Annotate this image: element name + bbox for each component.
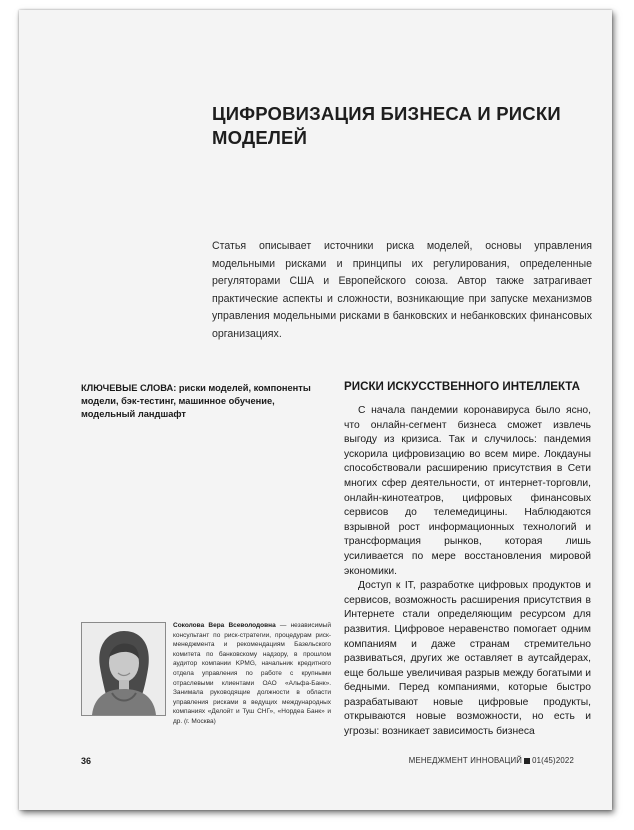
article-abstract: Статья описывает источники риска моделей, основы управления модельными рисками и принципы их регулирования, определенные регуляторами США и Европейского союза. Автор также затрагивает практические аспекты и сложности, возникающие при запуске механизмов управления модельными рисками в банковских и небанковских финансовых организациях.: [212, 240, 592, 340]
square-separator-icon: [524, 758, 530, 764]
page-number: 36: [81, 756, 92, 766]
author-name: Соколова Вера Всеволодовна: [173, 622, 276, 629]
keywords: КЛЮЧЕВЫЕ СЛОВА: риски моделей, компоненты модели, бэк-тестинг, машинное обучение, модельный ландшафт: [81, 383, 311, 419]
body-paragraph: Доступ к IT, разработке цифровых продуктов и сервисов, возможность расширения присутствия в Интернете стали определяющим ресурсом для развития. Цифровое неравенство помогает одним компаниям и даже странам стремительно развиваться, других же оставляет в аутсайдерах, еще больше увеличивая разрыв между богатыми и бедными. Перед компаниями, которые быстро разрабатывают новые цифровые продукты, открываются новые возможности, но есть и угрозы: возникает зависимость бизнеса: [344, 580, 591, 738]
issue-number: 01(45)2022: [532, 756, 574, 765]
author-bio: [173, 621, 331, 727]
article-title: ЦИФРОВИЗАЦИЯ БИЗНЕСА И РИСКИ МОДЕЛЕЙ: [212, 103, 561, 148]
article-body: [344, 404, 591, 740]
magazine-page: [19, 10, 612, 810]
running-footer: [409, 756, 574, 765]
section-heading: РИСКИ ИСКУССТВЕННОГО ИНТЕЛЛЕКТА: [344, 380, 581, 393]
body-paragraph: С начала пандемии коронавируса было ясно, что онлайн-сегмент бизнеса сможет извлечь выгоду из кризиса. Так и случилось: пандемия ускорила цифровизацию во всем мире. Локдауны способствовали расширению присутствия в Сети многих сфер деятельности, от интернет-торговли, онлайн-кинотеатров, цифровых финансовых сервисов до телемедицины. Наблюдаются взрывной рост информационных технологий и трансформация рынков, которая лишь усиливается по мере восстановления мировой экономики.: [344, 405, 591, 577]
author-portrait-icon: [82, 623, 165, 715]
author-description: — независимый консультант по риск-стратегии, процедурам риск-менеджмента и рекомендациям Базельского комитета по банковскому надзору, в прошлом аудитор компании KPMG, начальник кредитного отдела управления по работе с крупными отраслевыми клиентами ОАО «Альфа-Банк». Занимала руководящие должности в области управления рисками в ведущих международных компаниях «Делойт и Туш СНГ», «Нордеа Банк» и др. (г. Москва): [173, 622, 331, 725]
journal-name: МЕНЕДЖМЕНТ ИННОВАЦИЙ: [408, 756, 523, 765]
author-photo: [81, 622, 166, 716]
